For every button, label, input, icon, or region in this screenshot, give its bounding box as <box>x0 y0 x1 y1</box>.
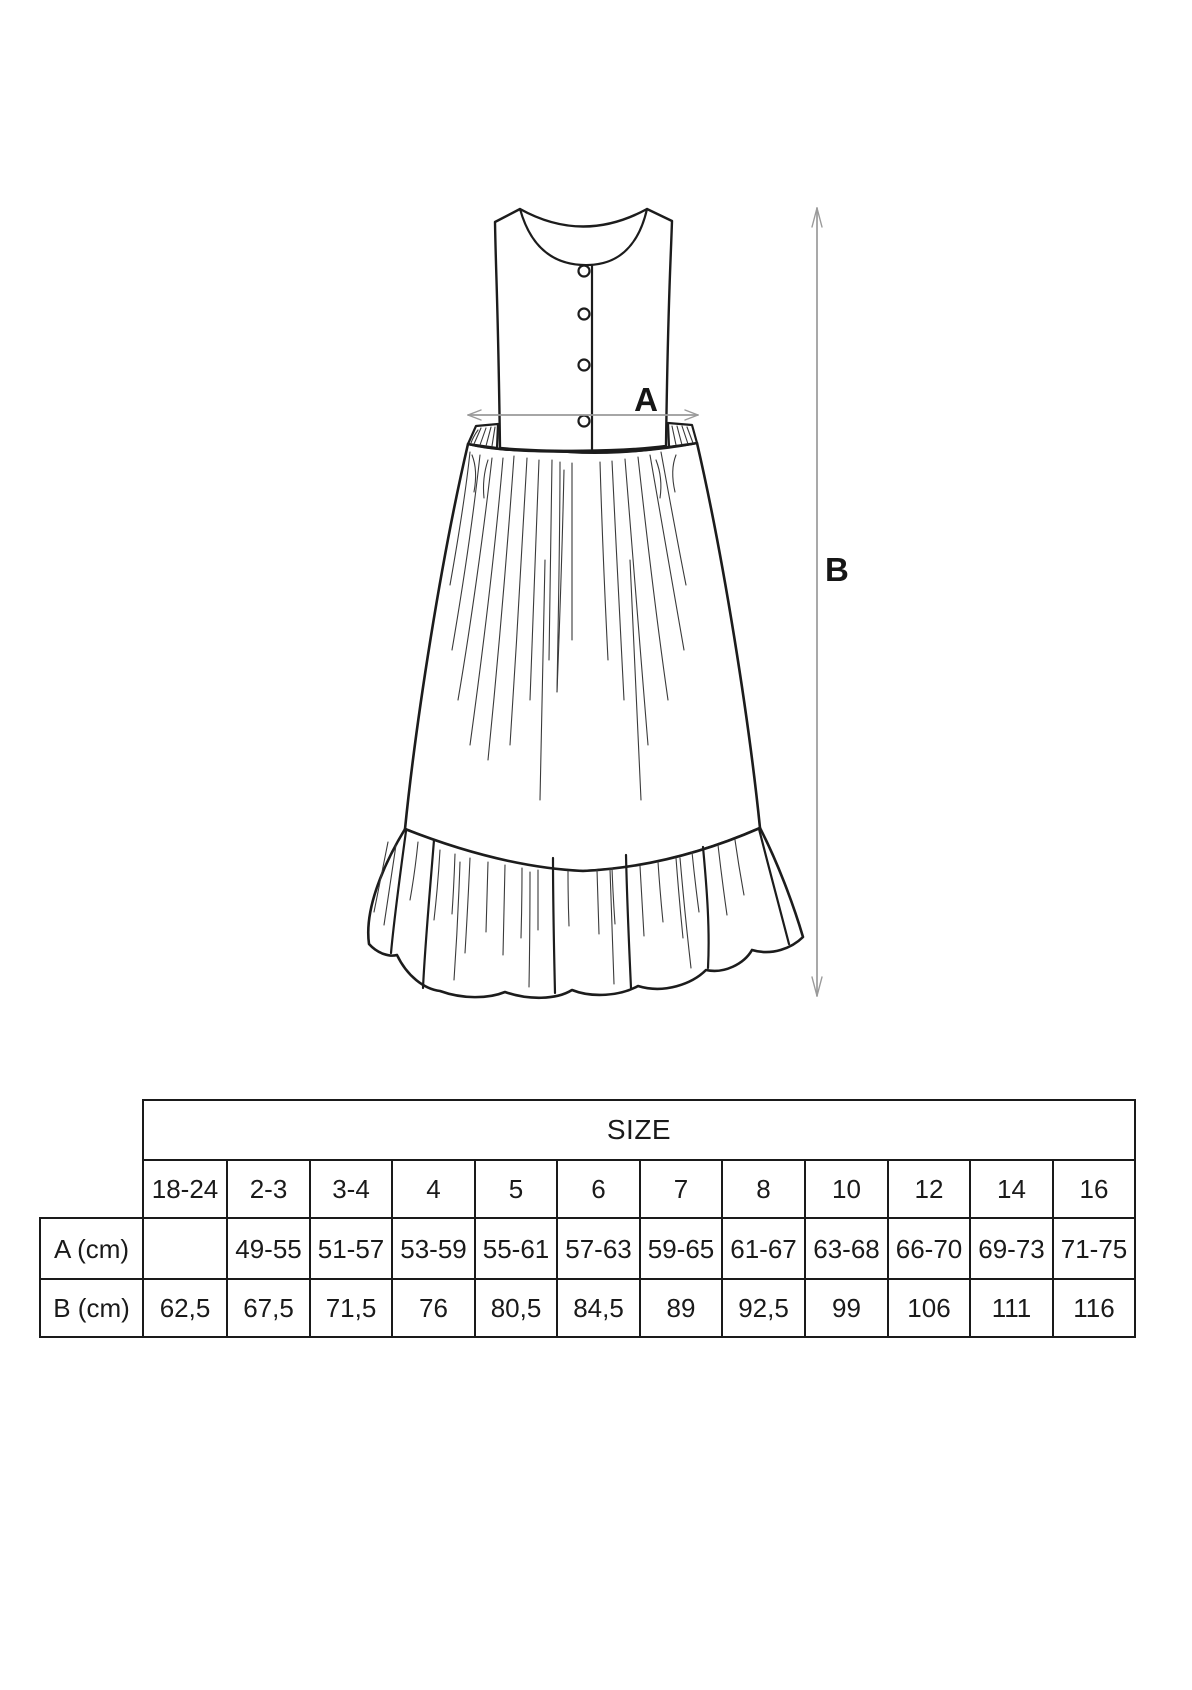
size-column-header: 14 <box>970 1160 1053 1218</box>
size-column-header: 2-3 <box>227 1160 310 1218</box>
measurement-b-label: B <box>825 551 849 588</box>
measurement-a-row <box>40 1218 1135 1279</box>
size-value-cell: 49-55 <box>227 1218 310 1279</box>
size-value-cell <box>143 1218 227 1279</box>
dress-skirt <box>405 443 760 871</box>
size-column-header: 16 <box>1053 1160 1135 1218</box>
size-table <box>39 1099 1136 1338</box>
button-icon <box>579 266 590 277</box>
size-column-header: 4 <box>392 1160 475 1218</box>
size-value-cell: 116 <box>1053 1279 1135 1337</box>
size-value-cell: 66-70 <box>888 1218 970 1279</box>
size-column-header: 12 <box>888 1160 970 1218</box>
measurement-b <box>812 208 849 996</box>
button-icon <box>579 416 590 427</box>
row-label-b: B (cm) <box>40 1279 143 1337</box>
size-value-cell: 67,5 <box>227 1279 310 1337</box>
size-value-cell: 76 <box>392 1279 475 1337</box>
table-corner-spacer <box>40 1160 143 1218</box>
size-value-cell: 57-63 <box>557 1218 640 1279</box>
size-value-cell: 111 <box>970 1279 1053 1337</box>
size-column-header: 10 <box>805 1160 888 1218</box>
table-corner-spacer <box>40 1100 143 1160</box>
size-table-title-row <box>40 1100 1135 1160</box>
size-value-cell: 61-67 <box>722 1218 805 1279</box>
size-table-title: SIZE <box>143 1100 1135 1160</box>
size-value-cell: 99 <box>805 1279 888 1337</box>
button-icon <box>579 360 590 371</box>
size-value-cell: 55-61 <box>475 1218 557 1279</box>
button-icon <box>579 309 590 320</box>
size-column-header: 18-24 <box>143 1160 227 1218</box>
size-value-cell: 62,5 <box>143 1279 227 1337</box>
size-value-cell: 106 <box>888 1279 970 1337</box>
size-value-cell: 80,5 <box>475 1279 557 1337</box>
size-column-header: 3-4 <box>310 1160 392 1218</box>
row-label-a: A (cm) <box>40 1218 143 1279</box>
measurement-b-row <box>40 1279 1135 1337</box>
size-column-header: 7 <box>640 1160 722 1218</box>
size-value-cell: 69-73 <box>970 1218 1053 1279</box>
size-value-cell: 63-68 <box>805 1218 888 1279</box>
size-column-header: 8 <box>722 1160 805 1218</box>
size-column-header: 5 <box>475 1160 557 1218</box>
size-value-cell: 89 <box>640 1279 722 1337</box>
size-value-cell: 92,5 <box>722 1279 805 1337</box>
size-columns-row <box>40 1160 1135 1218</box>
size-value-cell: 71,5 <box>310 1279 392 1337</box>
size-value-cell: 59-65 <box>640 1218 722 1279</box>
measurement-a-label: A <box>634 381 658 418</box>
size-column-header: 6 <box>557 1160 640 1218</box>
size-value-cell: 51-57 <box>310 1218 392 1279</box>
size-value-cell: 84,5 <box>557 1279 640 1337</box>
size-value-cell: 53-59 <box>392 1218 475 1279</box>
size-value-cell: 71-75 <box>1053 1218 1135 1279</box>
